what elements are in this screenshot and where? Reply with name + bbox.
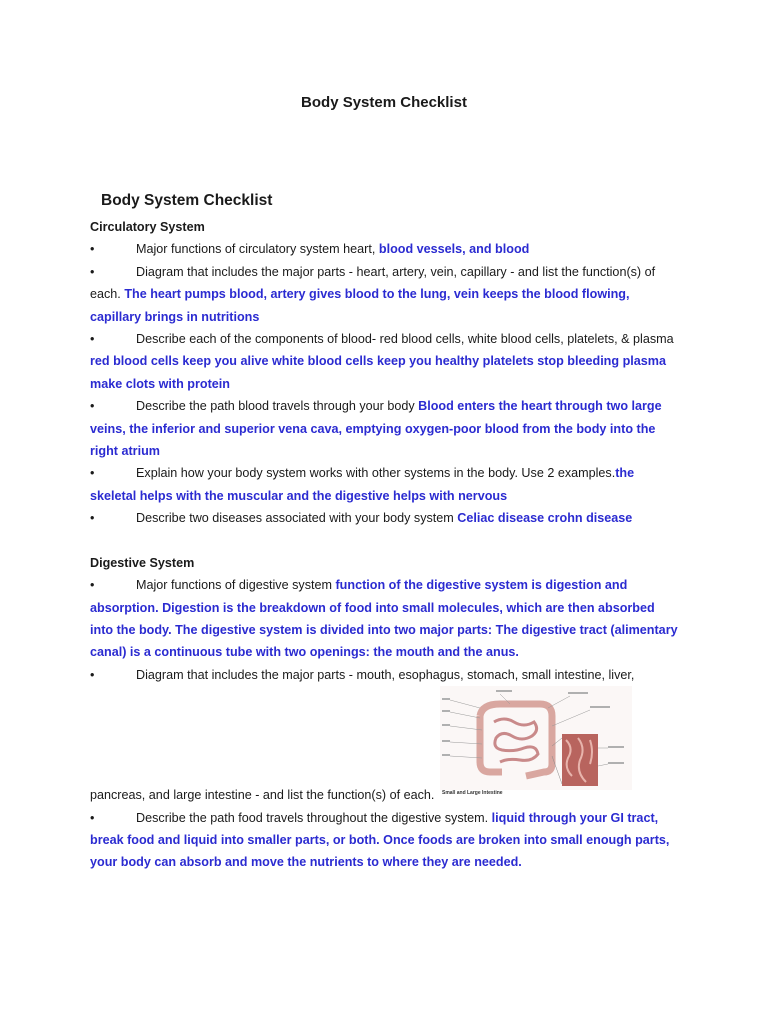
list-item: • Major functions of digestive system function of the digestive system is digestion and absorption. Digestion is the breakdown of food into small molecules, which are then absorbed into the body. The digestive system is divided into two major parts: The digestive tract (alimentary canal) is a continuous tube with two openings: the mouth and the anus. — [90, 578, 678, 660]
digestive-diagram-image — [440, 686, 632, 797]
document-content — [90, 190, 680, 874]
list-item: • Describe each of the components of blood- red blood cells, white blood cells, platelets, & plasma red blood cells keep you alive white blood cells keep you healthy platelets stop bleeding plasma make clots with protein — [90, 332, 674, 391]
list-item: • Explain how your body system works with other systems in the body. Use 2 examples.the skeletal helps with the muscular and the digestive helps with nervous — [90, 466, 635, 503]
list-item: • Describe the path blood travels through your body Blood enters the heart through two large veins, the inferior and superior vena cava, emptying oxygen-poor blood from the body into the right atrium — [90, 399, 662, 459]
section-heading: Body System Checklist — [101, 192, 273, 209]
diagram-caption: Small and Large Intestine — [442, 790, 503, 797]
list-item: • Diagram that includes the major parts - heart, artery, vein, capillary - and list the function(s) of each. The heart pumps blood, artery gives blood to the lung, vein keeps the blood flowing, capillary brings in nutritions — [90, 264, 656, 324]
list-item-continuation: pancreas, and large intestine - and list the function(s) of each. — [90, 788, 435, 803]
list-item: • Describe two diseases associated with your body system Celiac disease crohn disease — [90, 511, 633, 526]
list-item: • Diagram that includes the major parts - mouth, esophagus, stomach, small intestine, liver, — [90, 667, 635, 682]
digestive-heading: Digestive System — [90, 555, 195, 570]
list-item: • Describe the path food travels throughout the digestive system. liquid through your GI tract, break food and liquid into smaller parts, or both. Once foods are broken into small enough parts, your body can absorb and move the nutrients to where they are needed. — [90, 810, 670, 870]
circulatory-heading: Circulatory System — [90, 220, 205, 234]
list-item: • Major functions of circulatory system heart, blood vessels, and blood — [90, 242, 530, 257]
page-title: Body System Checklist — [301, 94, 467, 111]
intestine-illustration-icon — [440, 686, 632, 790]
